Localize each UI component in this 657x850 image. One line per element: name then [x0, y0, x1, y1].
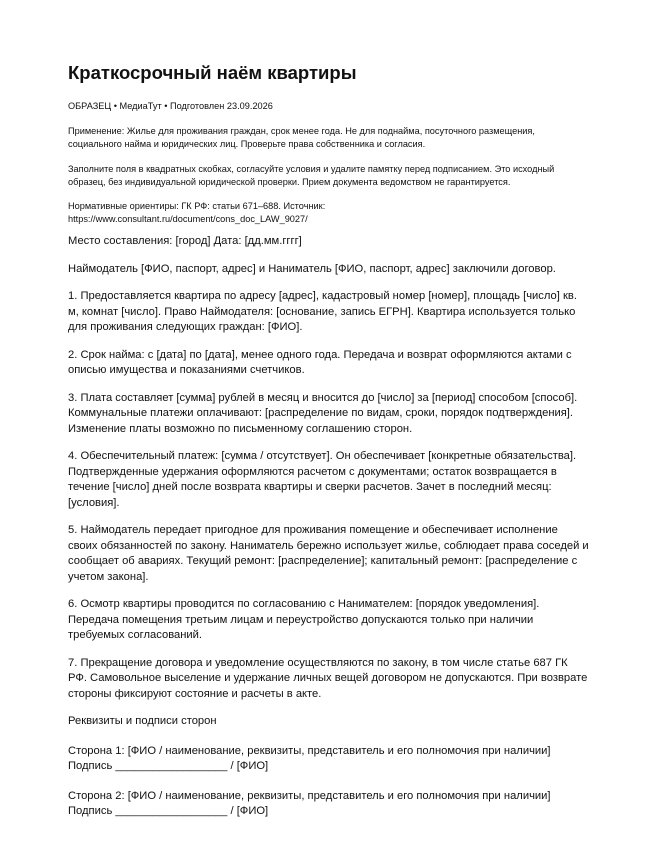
parties-clause: Наймодатель [ФИО, паспорт, адрес] и Наниматель [ФИО, паспорт, адрес] заключили договор.	[68, 262, 556, 275]
party-1-details: Сторона 1: [ФИО / наименование, реквизиты, представитель и его полномочия при наличии]	[68, 744, 551, 757]
legal-references-text: Нормативные ориентиры: ГК РФ: статьи 671–688. Источник:	[68, 201, 326, 211]
party-1-signature-line: Подпись __________________ / [ФИО]	[68, 760, 269, 772]
party-2-signature-block	[68, 789, 589, 820]
fill-instructions: Заполните поля в квадратных скобках, согласуйте условия и удалите памятку перед подписанием. Это исходный образец, без индивидуальной юридической проверки. Прием документа ведомством не гарантируется.	[68, 164, 555, 187]
clause-4: 4. Обеспечительный платеж: [сумма / отсутствует]. Он обеспечивает [конкретные обязательства]. Подтвержденные удержания оформляются расчетом с документами; остаток возвращается в течение [число] дней после возврата квартиры и сверки расчетов. Зачет в последний месяц: [условия].	[68, 450, 577, 509]
document-meta: ОБРАЗЕЦ • МедиаТут • Подготовлен 23.09.2026	[68, 101, 273, 111]
clause-7: 7. Прекращение договора и уведомление осуществляются по закону, в том числе статье 687 ГК РФ. Самовольное выселение и удержание личных вещей договором не допускаются. При возврате стороны фиксируют состояние и расчеты в акте.	[68, 656, 588, 700]
party-2-signature-line: Подпись __________________ / [ФИО]	[68, 805, 269, 817]
clause-1: 1. Предоставляется квартира по адресу [адрес], кадастровый номер [номер], площадь [число] кв. м, комнат [число]. Право Наймодателя: [основание, запись ЕГРН]. Квартира используется только для проживания следующих граждан: [ФИО].	[68, 290, 577, 333]
document-title: Краткосрочный наём квартиры	[68, 62, 357, 83]
clause-3: 3. Плата составляет [сумма] рублей в месяц и вносится до [число] за [период] способом [способ]. Коммунальные платежи оплачивают: [распределение по видам, сроки, порядок подтверждения]. Изменение платы возможно по письменному соглашению сторон.	[68, 391, 578, 435]
signatures-heading: Реквизиты и подписи сторон	[68, 715, 217, 727]
application-note: Применение: Жилье для проживания граждан, срок менее года. Не для поднайма, посуточного размещения, социального найма и юридических лиц. Проверьте права собственника и согласия.	[68, 126, 535, 149]
party-1-signature-block	[68, 744, 589, 775]
place-and-date: Место составления: [город] Дата: [дд.мм.гггг]	[68, 235, 302, 247]
clause-6: 6. Осмотр квартиры проводится по согласованию с Нанимателем: [порядок уведомления]. Передача помещения третьим лицам и переустройство допускаются только при наличии требуемых согласований.	[68, 598, 540, 641]
legal-references	[68, 200, 589, 226]
clause-5: 5. Наймодатель передает пригодное для проживания помещение и обеспечивает исполнение своих обязанностей по закону. Наниматель бережно использует жилье, соблюдает права соседей и сообщает об авариях. Текущий ремонт: [распределение]; капитальный ремонт: [распределение с учетом закона].	[68, 524, 589, 583]
source-link: https://www.consultant.ru/document/cons_doc_LAW_9027/	[68, 214, 308, 224]
party-2-details: Сторона 2: [ФИО / наименование, реквизиты, представитель и его полномочия при наличии]	[68, 789, 551, 802]
clause-2: 2. Срок найма: с [дата] по [дата], менее одного года. Передача и возврат оформляются актами с описью имущества и показаниями счетчиков.	[68, 348, 572, 376]
